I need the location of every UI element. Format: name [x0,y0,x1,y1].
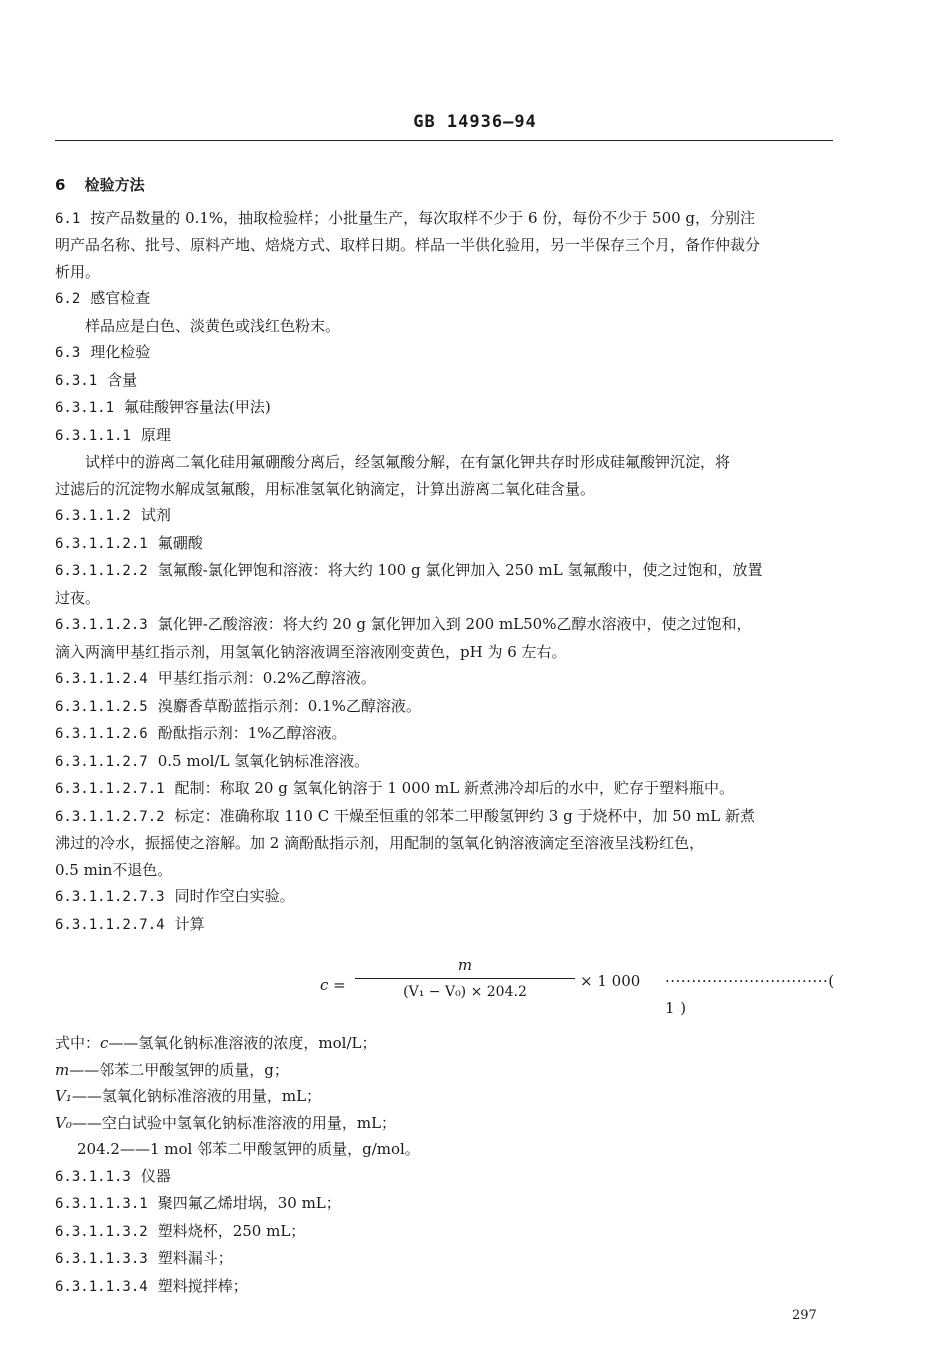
clause-6-3-1-1-3-2 [55,1218,838,1246]
clause-title: 仪器 [140,1166,171,1185]
page-number: 297 [792,1308,817,1323]
document-body [55,172,838,1300]
clause-number: 6.3.1.1.2.6 [55,726,148,742]
clause-text: 氯化钾-乙酸溶液：将大约 20 g 氯化钾加入到 200 mL50%乙醇水溶液中，使之过饱和， [157,615,752,633]
variable-symbol: m [55,1060,70,1079]
clause-6-3 [55,339,838,367]
clause-number: 6.3.1.1.2.7.4 [55,916,165,933]
clause-title: 甲基红指示剂：0.2%乙醇溶液。 [157,669,376,687]
clause-number: 6.3.1.1.2 [55,508,131,524]
section-heading [55,172,838,199]
variable-symbol: c [100,1034,109,1052]
formula-numerator: m [457,956,473,974]
clause-title: 塑料漏斗； [157,1249,233,1267]
clause-number: 6.3.1.1.2.4 [55,671,148,687]
clause-6-3-1-1-2-4 [55,665,838,693]
clause-number: 6.1 [55,210,81,227]
clause-text: 0.5 min不退色。 [55,860,173,879]
clause-title: 感官检查 [90,289,151,307]
variable-item [55,1030,838,1057]
clause-title: 酚酞指示剂：1%乙醇溶液。 [157,724,347,742]
clause-number: 6.3.1.1.3.4 [55,1278,148,1295]
variable-item [55,1110,838,1137]
variable-item [55,1083,838,1110]
clause-number: 6.3.1.1.2.7.2 [55,808,165,825]
clause-number: 6.3.1.1.2.7.1 [55,781,165,797]
clause-6-3-1-1-2-3 [55,611,838,665]
clause-6-3-1-1-3-4 [55,1273,838,1301]
clause-text: 按产品数量的 0.1%，抽取检验样；小批量生产，每次取样不少于 6 份，每份不少于 500 g，分别注 [90,208,756,227]
clause-6-3-1-1-1 [55,422,838,450]
clause-number: 6.3 [55,345,81,361]
clause-title: 原理 [140,425,171,444]
clause-6-1 [55,205,838,286]
clause-6-3-1-1-2-7-1 [55,775,838,803]
variable-item [55,1136,838,1163]
clause-6-3-1-1-2-2 [55,557,838,611]
variable-list [55,1030,838,1163]
clause-6-3-1-1-3 [55,1163,838,1191]
formula-denominator: (V₁ − V₀) × 204.2 [403,984,527,1000]
clause-number: 6.3.1 [55,372,98,389]
clause-6-2 [55,285,838,313]
clause-number: 6.3.1.1.2.3 [55,617,148,633]
clause-text: 试样中的游离二氧化硅用氟硼酸分离后，经氢氟酸分解，在有氯化钾共存时形成硅氟酸钾沉淀，将 [85,453,731,471]
clause-title: 理化检验 [90,343,151,361]
standard-header: GB 14936—94 [413,112,537,132]
variable-desc: ——氢氧化钠标准溶液的用量，mL； [71,1087,322,1105]
clause-title: 塑料搅拌棒； [157,1276,248,1295]
clause-title: 氟硼酸 [157,533,203,552]
clause-title: 计算 [174,914,205,933]
variable-symbol: V₀ [55,1113,72,1132]
clause-6-3-1-1-2-7-2 [55,803,838,884]
clause-6-3-1-1-2-7-3 [55,883,838,911]
clause-number: 6.3.1.1.1 [55,427,131,444]
clause-title: 试剂 [140,506,171,524]
clause-number: 6.3.1.1.3.3 [55,1251,148,1267]
clause-6-3-1-1-2-1 [55,530,838,558]
clause-title: 塑料烧杯，250 mL； [157,1221,306,1240]
clause-number: 6.3.1.1.2.7.3 [55,889,165,905]
clause-6-3-1-1-2-7 [55,748,838,776]
section-number: 6 [55,176,66,194]
clause-6-3-1-1-2-7-4 [55,911,838,939]
clause-title: 0.5 mol/L 氢氧化钠标准溶液。 [157,751,370,770]
clause-text: 氢氟酸-氯化钾饱和溶液：将大约 100 g 氯化钾加入 250 mL 氢氟酸中，使之过饱和，放置 [157,561,763,579]
variable-desc: ——1 mol 邻苯二甲酸氢钾的质量，g/mol。 [119,1140,420,1158]
variable-symbol: 204.2 [77,1140,120,1158]
clause-number: 6.3.1.1.2.2 [55,563,148,579]
clause-6-3-1-1-2-5 [55,693,838,721]
clause-text: 明产品名称、批号、原料产地、焙烧方式、取样日期。样品一半供化验用，另一半保存三个月，备作仲裁分 [55,236,761,254]
formula-fraction [355,954,575,1003]
clause-6-3-1 [55,367,838,395]
clause-number: 6.3.1.1 [55,400,115,416]
clause-text: 析用。 [55,262,101,281]
clause-text: 标定：准确称取 110 C 干燥至恒重的邻苯二甲酸氢钾约 3 g 于烧杯中，加 50 mL 新煮 [174,806,756,825]
clause-title: 同时作空白实验。 [174,887,295,905]
clause-6-3-1-1-3-3 [55,1245,838,1273]
clause-6-3-1-1 [55,394,838,422]
clause-text: 过滤后的沉淀物水解成氢氟酸，用标准氢氧化钠滴定，计算出游离二氧化硅含量。 [55,479,596,498]
clause-text: 滴入两滴甲基红指示剂，用氢氧化钠溶液调至溶液刚变黄色，pH 为 6 左右。 [55,642,567,661]
clause-title: 含量 [107,370,138,389]
equation-number: ·······························( 1 ) [665,972,835,1017]
formula-multiplier: × 1 000 [580,972,641,990]
clause-text: 过夜。 [55,588,101,607]
clause-6-3-1-1-3-1 [55,1190,838,1218]
clause-number: 6.3.1.1.3 [55,1168,131,1185]
fraction-bar [355,978,575,979]
clause-6-3-1-1-2-6 [55,720,838,748]
clause-number: 6.3.1.1.3.2 [55,1223,148,1240]
clause-number: 6.2 [55,291,81,307]
clause-title: 配制：称取 20 g 氢氧化钠溶于 1 000 mL 新煮沸冷却后的水中，贮存于塑料瓶中。 [174,779,735,797]
variable-desc: ——邻苯二甲酸氢钾的质量，g； [69,1060,289,1079]
header-rule [55,140,833,141]
formula-1 [55,954,838,1016]
clause-title: 氟硅酸钾容量法(甲法) [124,398,271,416]
clause-number: 6.3.1.1.2.5 [55,698,148,715]
variable-symbol: V₁ [55,1087,72,1105]
formula-lhs: c = [320,976,346,994]
variable-desc: ——氢氧化钠标准溶液的浓度，mol/L； [108,1034,377,1052]
variable-intro: 式中： [55,1034,101,1052]
clause-title: 聚四氟乙烯坩埚，30 mL； [157,1194,341,1212]
clause-body: 样品应是白色、淡黄色或浅红色粉末。 [85,316,341,335]
clause-number: 6.3.1.1.2.7 [55,753,148,770]
clause-text: 沸过的冷水，振摇使之溶解。加 2 滴酚酞指示剂，用配制的氢氧化钠溶液滴定至溶液呈浅粉红色， [55,834,705,852]
variable-item [55,1057,838,1084]
clause-number: 6.3.1.1.2.1 [55,535,148,552]
clause-6-3-1-1-2 [55,502,838,530]
variable-desc: ——空白试验中氢氧化钠标准溶液的用量，mL； [71,1113,397,1132]
clause-number: 6.3.1.1.3.1 [55,1196,148,1212]
clause-title: 溴麝香草酚蓝指示剂：0.1%乙醇溶液。 [157,696,421,715]
section-title: 检验方法 [84,176,145,194]
principle-body [55,449,838,502]
